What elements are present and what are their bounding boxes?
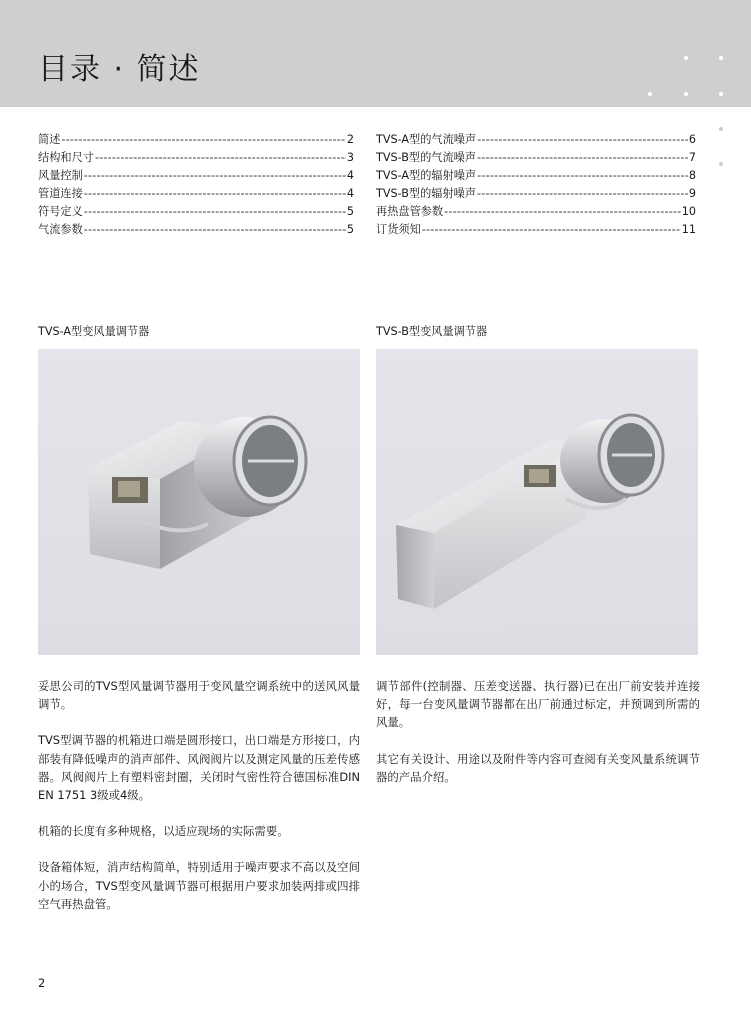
toc-entry-label: 气流参数: [38, 223, 83, 236]
toc-leader: [477, 131, 688, 149]
product-b-photo: [376, 349, 698, 655]
toc-leader: [84, 203, 346, 221]
toc-left-column: [38, 131, 354, 239]
toc-entry-page: 8: [688, 169, 696, 182]
decorative-dot: [648, 92, 652, 96]
decorative-dot: [719, 92, 723, 96]
toc-entry-label: 管道连接: [38, 187, 83, 200]
toc-entry[interactable]: [38, 167, 354, 185]
decorative-dot: [719, 162, 723, 166]
body-paragraph: 调节部件(控制器、压差变送器、执行器)已在出厂前安装并连接好，每一台变风量调节器都在出厂前通过标定，并预调到所需的风量。: [376, 679, 700, 730]
toc-entry[interactable]: [376, 185, 696, 203]
toc-leader: [84, 167, 346, 185]
toc-entry-label: 结构和尺寸: [38, 151, 94, 164]
toc-entry-label: 风量控制: [38, 169, 83, 182]
page-title: 目录 · 简述: [38, 52, 201, 87]
toc-leader: [61, 131, 345, 149]
toc-leader: [477, 149, 688, 167]
toc-entry[interactable]: [376, 221, 696, 239]
toc-entry-page: 7: [688, 151, 696, 164]
product-a-caption: TVS-A型变风量调节器: [38, 325, 150, 338]
product-b-caption: TVS-B型变风量调节器: [376, 325, 488, 338]
body-paragraph: 妥思公司的TVS型风量调节器用于变风量空调系统中的送风风量调节。: [38, 679, 360, 712]
toc-leader: [422, 221, 681, 239]
toc-entry-page: 5: [346, 223, 354, 236]
body-paragraph: TVS型调节器的机箱进口端是圆形接口，出口端是方形接口，内部装有降低噪声的消声部件、风阀阀片以及测定风量的压差传感器。风阀阀片上有塑料密封圈，关闭时气密性符合德国标准DIN EN 1751 3级或4级。: [38, 733, 360, 803]
toc-entry-page: 4: [346, 169, 354, 182]
body-left-column: [38, 677, 360, 931]
toc-entry-page: 3: [346, 151, 354, 164]
toc-right-column: [376, 131, 696, 239]
decorative-dot: [684, 56, 688, 60]
toc-entry[interactable]: [376, 203, 696, 221]
toc-entry-page: 11: [681, 223, 696, 236]
toc-entry-label: TVS-A型的气流噪声: [376, 133, 477, 146]
page-number: 2: [38, 976, 46, 990]
toc-entry-page: 6: [688, 133, 696, 146]
decorative-dot: [719, 127, 723, 131]
decorative-dot: [719, 56, 723, 60]
body-paragraph: 设备箱体短，消声结构简单，特别适用于噪声要求不高以及空间小的场合，TVS型变风量调节器可根据用户要求加装两排或四排空气再热盘管。: [38, 860, 360, 911]
toc-entry-page: 4: [346, 187, 354, 200]
toc-entry-label: 再热盘管参数: [376, 205, 444, 218]
toc-leader: [84, 185, 346, 203]
toc-entry[interactable]: [38, 131, 354, 149]
toc-leader: [84, 221, 346, 239]
header-band: [0, 0, 751, 107]
toc-entry[interactable]: [38, 203, 354, 221]
toc-leader: [444, 203, 681, 221]
body-right-column: [376, 677, 700, 804]
toc-leader: [95, 149, 346, 167]
toc-entry-label: TVS-A型的辐射噪声: [376, 169, 477, 182]
toc-entry[interactable]: [38, 149, 354, 167]
toc-entry-page: 5: [346, 205, 354, 218]
toc-entry-label: 符号定义: [38, 205, 83, 218]
toc-entry-label: 简述: [38, 133, 61, 146]
toc-entry-label: TVS-B型的辐射噪声: [376, 187, 477, 200]
toc-entry[interactable]: [376, 167, 696, 185]
toc-entry-page: 9: [688, 187, 696, 200]
toc-entry[interactable]: [38, 221, 354, 239]
toc-leader: [477, 185, 688, 203]
toc-entry-label: TVS-B型的气流噪声: [376, 151, 477, 164]
toc-entry[interactable]: [376, 149, 696, 167]
body-paragraph: 其它有关设计、用途以及附件等内容可查阅有关变风量系统调节器的产品介绍。: [376, 751, 700, 784]
toc-entry[interactable]: [38, 185, 354, 203]
toc-entry[interactable]: [376, 131, 696, 149]
decorative-dot: [684, 92, 688, 96]
product-a-photo: [38, 349, 360, 655]
toc-entry-page: 2: [346, 133, 354, 146]
toc-entry-label: 订货须知: [376, 223, 421, 236]
toc-leader: [477, 167, 688, 185]
toc-entry-page: 10: [681, 205, 696, 218]
body-paragraph: 机箱的长度有多种规格，以适应现场的实际需要。: [38, 824, 289, 839]
